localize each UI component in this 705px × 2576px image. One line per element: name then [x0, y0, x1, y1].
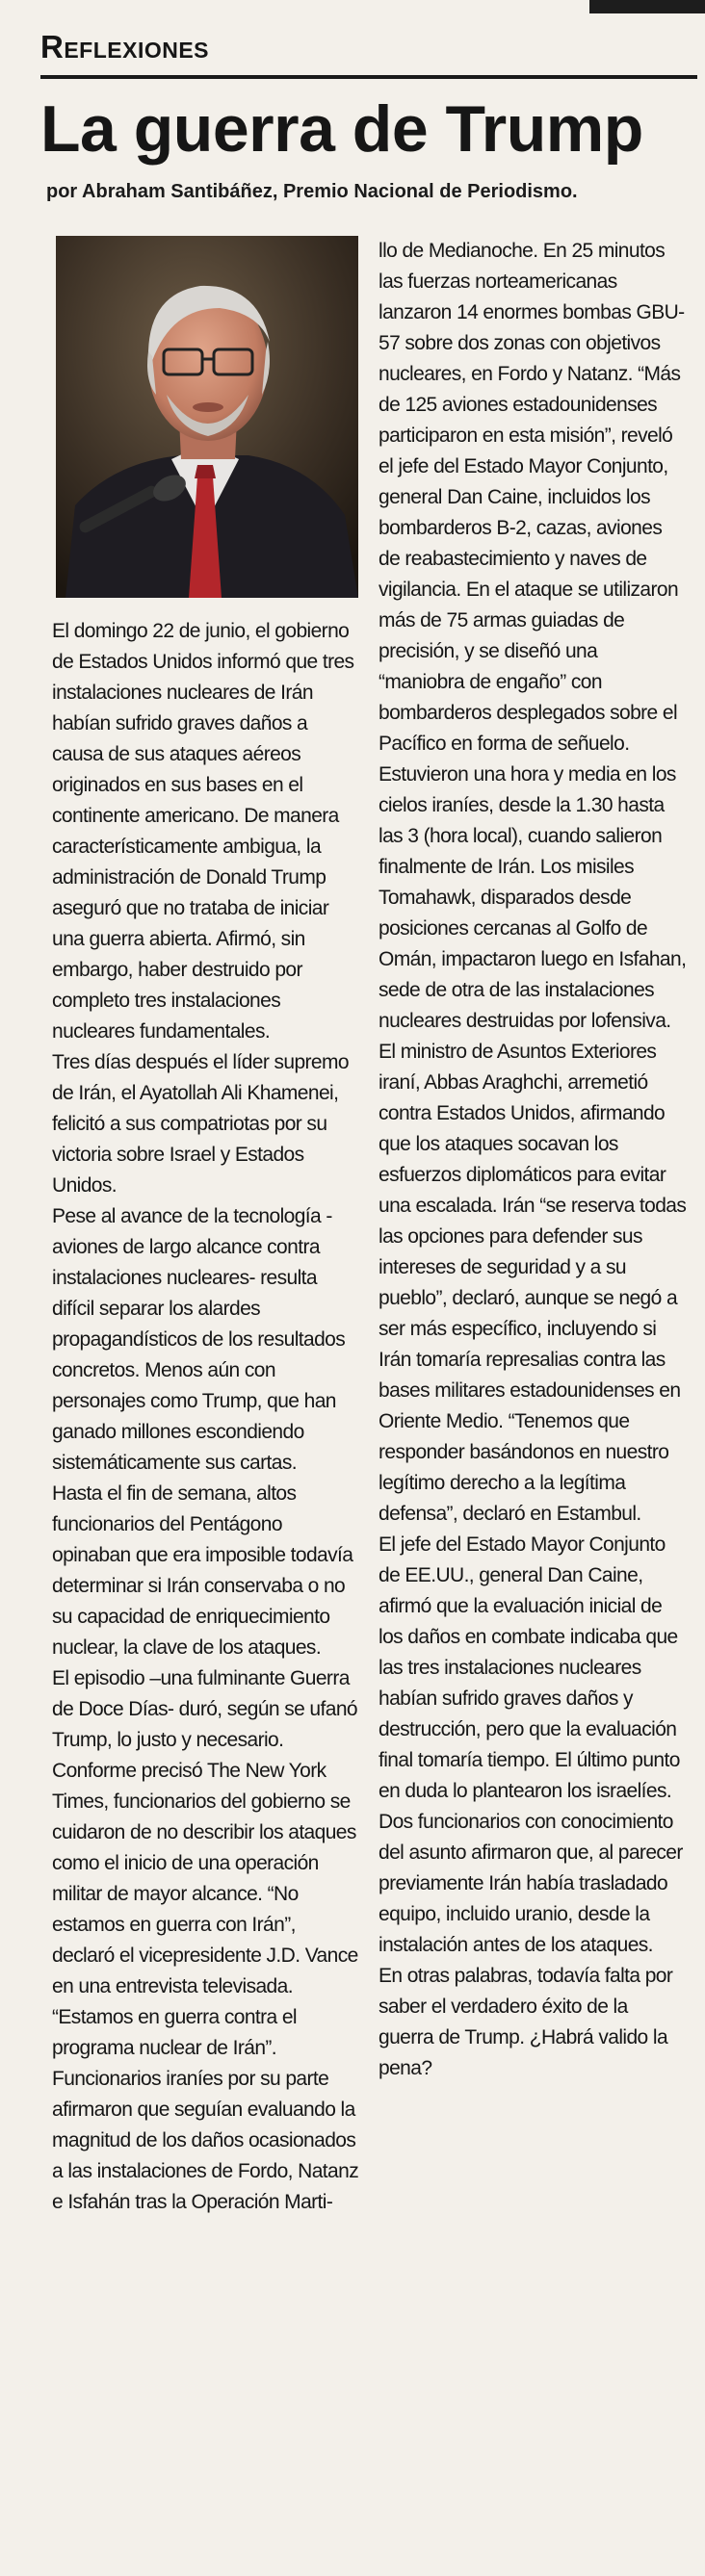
- top-bar: [0, 0, 705, 13]
- top-bar-block: [589, 0, 705, 13]
- paragraph: El ministro de Asuntos Exteriores iraní, Abbas Araghchi, arremetió contra Estados Unidos, afirmando que los ataques socavan los esfuerzos diplomáticos para evitar una escalada. Irán “se reserva todas las opciones para defender sus intereses de seguridad y a su pueblo”, declaró, aunque se negó a ser más específico, incluyendo si Irán tomaría represalias contra las bases militares estadounidenses en Oriente Medio. “Tenemos que responder basándonos en nuestro legítimo derecho a la legítima defensa”, declaró en Estambul.: [379, 1041, 687, 1525]
- paragraph: llo de Medianoche. En 25 minutos las fuerzas norteamericanas lanzaron 14 enormes bombas GBU-57 sobre dos zonas con objetivos nucleares, en Fordo y Natanz. “Más de 125 aviones estadounidenses participaron en esta misión”, reveló el jefe del Estado Mayor Conjunto, general Dan Caine, incluidos los bombarderos B-2, cazas, aviones de reabastecimiento y naves de vigilancia. En el ataque se utilizaron más de 75 armas guiadas de precisión, y se diseñó una “maniobra de engaño” con bombarderos desplegados sobre el Pacífico en forma de señuelo.: [379, 240, 685, 755]
- paragraph: El domingo 22 de junio, el gobierno de Estados Unidos informó que tres instalaciones nucleares de Irán habían sufrido graves daños a causa de sus ataques aéreos originados en sus bases en el continente americano. De manera característicamente ambigua, la administración de Donald Trump aseguró que no trataba de iniciar una guerra abierta. Afirmó, sin embargo, haber destruido por completo tres instalaciones nucleares fundamentales.: [52, 620, 354, 1043]
- section-label: Reflexiones: [40, 29, 210, 64]
- paragraph: En otras palabras, todavía falta por saber el verdadero éxito de la guerra de Trump. ¿Habrá valido la pena?: [379, 1965, 673, 2079]
- section-rule: [40, 75, 697, 79]
- headline: La guerra de Trump: [40, 92, 643, 166]
- paragraph: El episodio –una fulminante Guerra de Doce Días- duró, según se ufanó Trump, lo justo y necesario. Conforme precisó The New York Times, funcionarios del gobierno se cuidaron de no describir los ataques como el inicio de una operación militar de mayor alcance. “No estamos en guerra con Irán”, declaró el vicepresidente J.D. Vance en una entrevista televisada. “Estamos en guerra contra el programa nuclear de Irán”.: [52, 1667, 358, 2059]
- paragraph: Hasta el fin de semana, altos funcionarios del Pentágono opinaban que era imposible todavía determinar si Irán conservaba o no su capacidad de enriquecimiento nuclear, la clave de los ataques.: [52, 1482, 353, 1659]
- author-photo: [56, 236, 358, 598]
- author-portrait-image: [56, 236, 358, 598]
- article-right-column: [379, 236, 687, 2084]
- paragraph: Tres días después el líder supremo de Irán, el Ayatollah Ali Khamenei, felicitó a sus compatriotas por su victoria sobre Israel y Estados Unidos.: [52, 1051, 349, 1197]
- paragraph: Estuvieron una hora y media en los cielos iraníes, desde la 1.30 hasta las 3 (hora local), cuando salieron finalmente de Irán. Los misiles Tomahawk, disparados desde posiciones cercanas al Golfo de Omán, impactaron luego en Isfahan, sede de otra de las instalaciones nucleares destruidas por lofensiva.: [379, 763, 687, 1032]
- paragraph: Funcionarios iraníes por su parte afirmaron que seguían evaluando la magnitud de los daños ocasionados a las instalaciones de Fordo, Natanz e Isfahán tras la Operación Marti-: [52, 2068, 359, 2213]
- paragraph: El jefe del Estado Mayor Conjunto de EE.UU., general Dan Caine, afirmó que la evaluación inicial de los daños en combate indicaba que las tres instalaciones nucleares habían sufrido graves daños y destrucción, pero que la evaluación final tomaría tiempo. El último punto en duda lo plantearon los israelíes. Dos funcionarios con conocimiento del asunto afirmaron que, al parecer previamente Irán había trasladado equipo, incluido uranio, desde la instalación antes de los ataques.: [379, 1533, 683, 1956]
- byline: por Abraham Santibáñez, Premio Nacional de Periodismo.: [46, 181, 578, 202]
- article-left-column: [52, 616, 360, 2218]
- paragraph: Pese al avance de la tecnología -aviones de largo alcance contra instalaciones nucleares- resulta difícil separar los alardes propagandísticos de los resultados concretos. Menos aún con personajes como Trump, que han ganado millones escondiendo sistemáticamente sus cartas.: [52, 1205, 346, 1474]
